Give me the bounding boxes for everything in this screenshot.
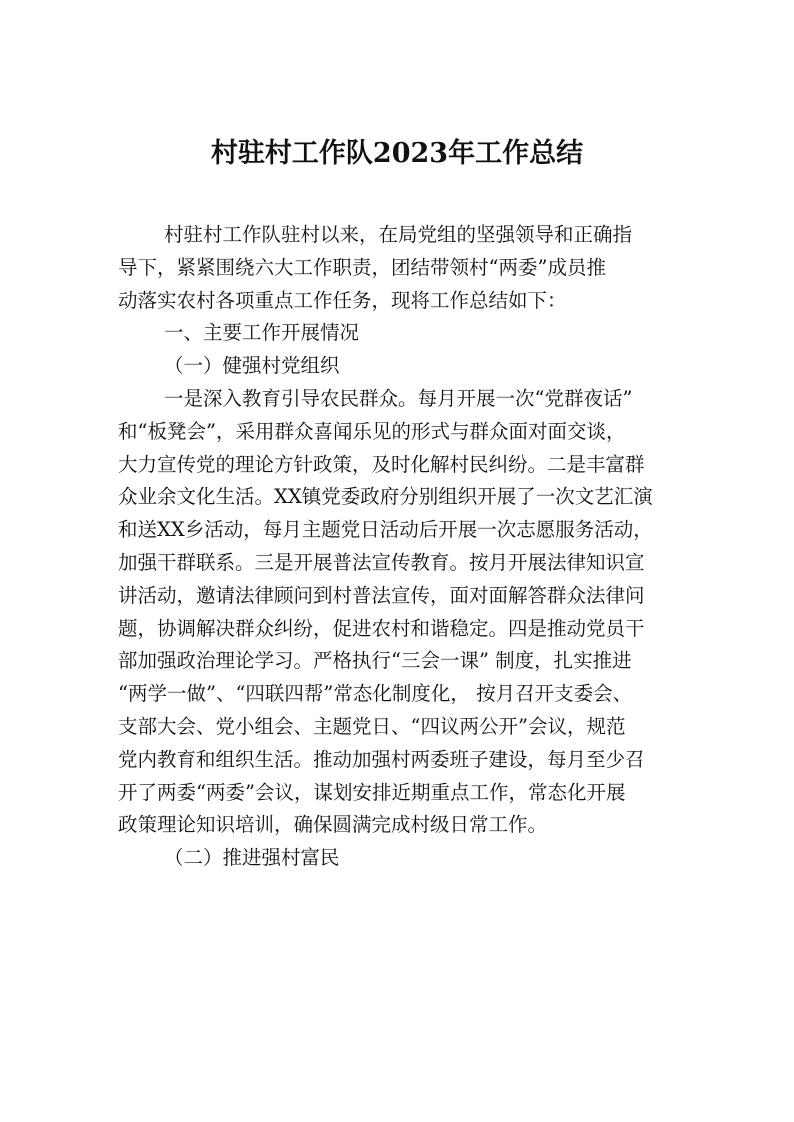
paragraph-line: 一、主要工作开展情况: [164, 321, 360, 345]
paragraph-line: 动落实农村各项重点工作任务，现将工作总结如下：: [118, 288, 567, 312]
paragraph-line: “两学一做”、“四联四帮”常态化制度化， 按月召开支委会、: [118, 682, 633, 706]
paragraph-line: 讲活动，邀请法律顾问到村普法宣传，面对面解答群众法律问: [118, 583, 645, 607]
paragraph-line: 导下，紧紧围绕六大工作职责，团结带领村“两委”成员推: [118, 255, 606, 279]
document-body: [118, 219, 688, 875]
paragraph-line: 一是深入教育引导农民群众。每月开展一次“党群夜话”: [164, 386, 633, 410]
paragraph-line: 村驻村工作队驻村以来，在局党组的坚强领导和正确指: [164, 223, 633, 246]
paragraph-line: 支部大会、党小组会、主题党日、“四议两公开”会议，规范: [118, 714, 626, 738]
paragraph-line: 和“板凳会”，采用群众喜闻乐见的形式与群众面对面交谈，: [118, 419, 626, 443]
paragraph-line: 题，协调解决群众纠纷，促进农村和谐稳定。四是推动党员干: [118, 616, 645, 640]
document-title: 村驻村工作队2023年工作总结: [210, 138, 584, 169]
paragraph-line: 开了两委“两委”会议，谋划安排近期重点工作，常态化开展: [118, 780, 626, 804]
paragraph-line: 大力宣传党的理论方针政策，及时化解村民纠纷。二是丰富群: [118, 452, 645, 476]
paragraph-line: 加强干群联系。三是开展普法宣传教育。按月开展法律知识宣: [118, 550, 645, 574]
paragraph-line: （二）推进强村富民: [164, 846, 340, 870]
paragraph-line: 众业余文化生活。XX镇党委政府分别组织开展了一次文艺汇演: [118, 485, 653, 509]
paragraph-line: 政策理论知识培训，确保圆满完成村级日常工作。: [118, 813, 548, 837]
paragraph-line: 党内教育和组织生活。推动加强村两委班子建设，每月至少召: [118, 747, 645, 771]
paragraph-line: （一）健强村党组织: [164, 354, 340, 378]
paragraph-line: 和送XX乡活动，每月主题党日活动后开展一次志愿服务活动，: [118, 518, 653, 542]
paragraph-line: 部加强政治理论学习。严格执行“三会一课” 制度，扎实推进: [118, 649, 632, 673]
